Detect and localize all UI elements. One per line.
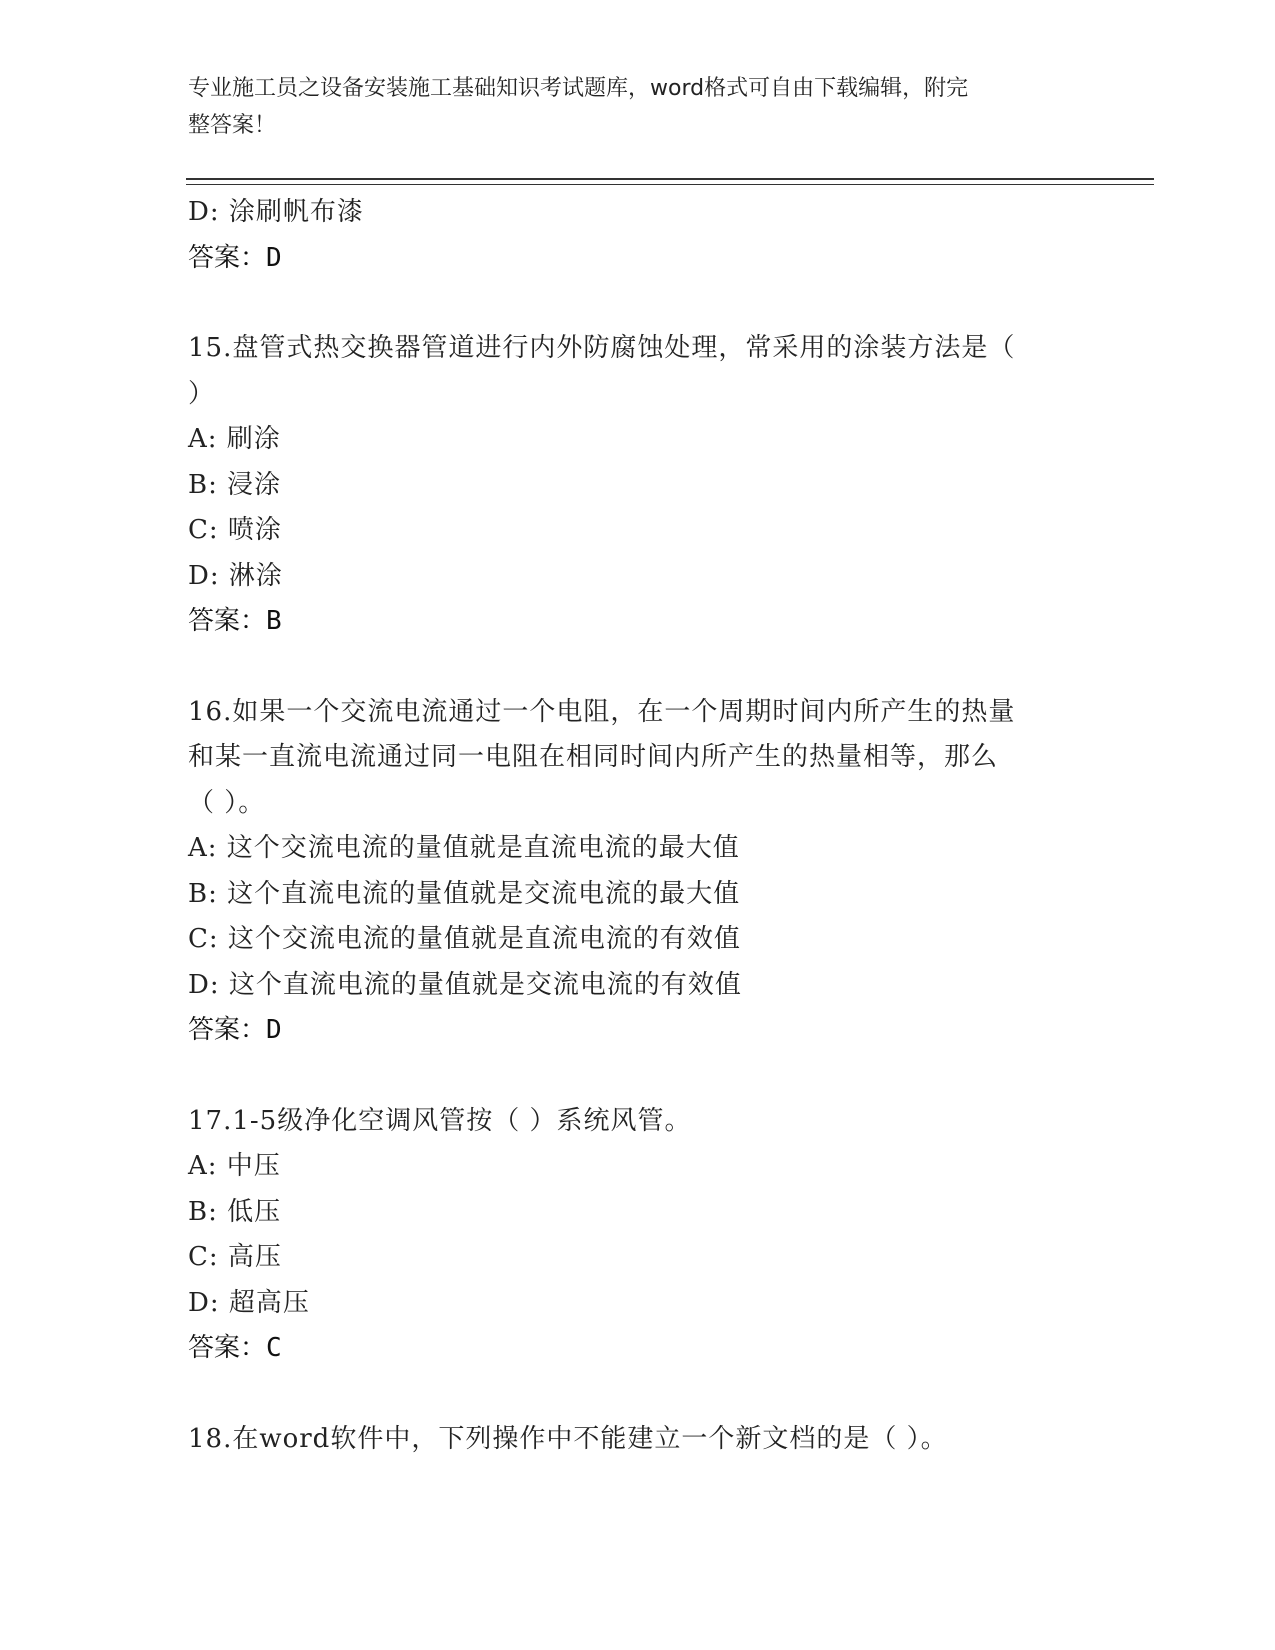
answer-value: B [266,606,282,636]
option-c: C: 这个交流电流的量值就是直流电流的有效值 [188,924,741,954]
question-text: 15.盘管式热交换器管道进行内外防腐蚀处理，常采用的涂装方法是（ [188,333,1016,363]
header-rule-thin [186,184,1154,185]
question-text: ） [188,378,216,409]
answer-value: C [266,1333,282,1363]
question-16 [188,690,1088,1054]
question-15 [188,326,1088,645]
option-d: D: 超高压 [188,1287,310,1318]
question-text: 和某一直流电流通过同一电阻在相同时间内所产生的热量相等，那么 [188,742,999,772]
header-rule-thick [186,178,1154,180]
header-title-line-1: 专业施工员之设备安装施工基础知识考试题库，word格式可自由下载编辑，附完 [188,76,969,101]
answer [188,1008,1088,1054]
question-text: 18.在word软件中，下列操作中不能建立一个新文档的是（ ）。 [188,1423,948,1454]
option-d: D: 淋涂 [188,560,283,591]
option-a: A: 这个交流电流的量值就是直流电流的最大值 [188,833,740,863]
question-text: 17.1-5级净化空调风管按（ ）系统风管。 [188,1105,692,1136]
answer-value: D [266,1015,282,1045]
option-c: C: 喷涂 [188,515,282,545]
answer-label: 答案： [188,1015,267,1045]
answer-label: 答案： [188,242,267,273]
option-d: D: 这个直流电流的量值就是交流电流的有效值 [188,969,742,1000]
document-body [188,190,1088,1462]
question-17 [188,1099,1088,1372]
answer-value: D [266,242,282,273]
answer [188,1326,1088,1372]
answer [188,236,1088,282]
answer-label: 答案： [188,1333,267,1363]
option-b: B: 低压 [188,1196,282,1227]
answer [188,599,1088,645]
option-c: C: 高压 [188,1242,282,1272]
question-text: （ ）。 [188,787,266,818]
option-b: B: 这个直流电流的量值就是交流电流的最大值 [188,878,741,909]
header-title-line-2: 整答案！ [188,113,277,138]
question-18 [188,1417,1088,1463]
option-d: D: 涂刷帆布漆 [188,197,364,227]
question-text: 16.如果一个交流电流通过一个电阻，在一个周期时间内所产生的热量 [188,696,1016,727]
option-b: B: 浸涂 [188,469,282,500]
answer-label: 答案： [188,606,267,636]
option-a: A: 中压 [188,1151,281,1181]
option-a: A: 刷涂 [188,424,281,454]
document-header [188,70,1068,144]
